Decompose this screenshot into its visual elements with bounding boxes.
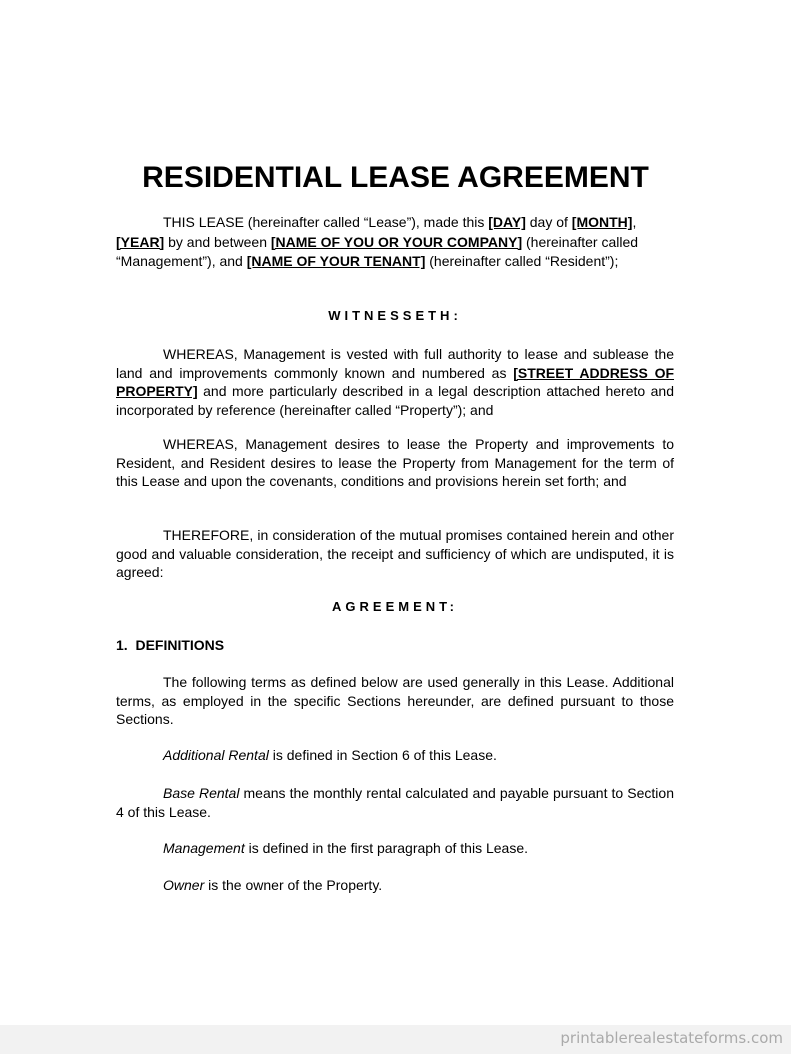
text: (hereinafter called “Management”), and xyxy=(116,233,639,269)
text: , xyxy=(632,214,637,230)
text: WHEREAS, Management is vested with full authority to lease and sublease the land and improvements commonly known and numbered as xyxy=(116,346,674,381)
document-title: RESIDENTIAL LEASE AGREEMENT xyxy=(142,161,649,194)
whereas-paragraph-1 xyxy=(116,345,674,419)
term: Management xyxy=(163,840,245,856)
definition-owner xyxy=(116,876,674,895)
therefore-paragraph: THEREFORE, in consideration of the mutual promises contained herein and other good and valuable consideration, the receipt and sufficiency of which are undisputed, it is agreed: xyxy=(116,527,674,580)
text: is the owner of the Property. xyxy=(204,877,383,893)
footer-bar xyxy=(0,1025,791,1054)
text: is defined in the first paragraph of this Lease. xyxy=(244,840,528,856)
term: Owner xyxy=(163,877,205,893)
definition-base-rental xyxy=(116,784,674,821)
company-field: [NAME OF YOU OR YOUR COMPANY] xyxy=(270,233,523,250)
text: is defined in Section 6 of this Lease. xyxy=(268,747,497,763)
text: by and between xyxy=(164,233,271,250)
witnesseth-heading: WITNESSETH: xyxy=(328,308,462,323)
section-heading-definitions: 1. DEFINITIONS xyxy=(116,637,225,653)
whereas-paragraph-2: WHEREAS, Management desires to lease the Property and improvements to Resident, and Resident desires to lease the Property from Management for the term of this Lease and upon the covenants, conditions and provisions herein set forth; and xyxy=(116,436,674,489)
definitions-intro: The following terms as defined below are used generally in this Lease. Additional terms, as employed in the specific Sections hereunder, are defined pursuant to those Sections. xyxy=(116,674,674,727)
term: Additional Rental xyxy=(163,747,269,763)
definition-management xyxy=(116,839,674,858)
term: Base Rental xyxy=(163,785,240,801)
text: THIS LEASE (hereinafter called “Lease”), made this xyxy=(163,214,489,230)
agreement-heading: AGREEMENT: xyxy=(332,599,458,614)
definition-additional-rental xyxy=(116,746,674,765)
text: and more particularly described in a legal description attached hereto and incorporated by reference (hereinafter called “Property”); and xyxy=(116,383,674,418)
month-field: [MONTH] xyxy=(571,214,633,230)
footer-site-link[interactable]: printablerealestateforms.com xyxy=(560,1029,783,1047)
address-field: [STREET ADDRESS OF PROPERTY] xyxy=(116,364,675,399)
text: day of xyxy=(525,214,572,230)
text: means the monthly rental calculated and payable pursuant to Section 4 of this Lease. xyxy=(116,785,674,820)
opening-paragraph xyxy=(116,213,674,272)
tenant-field: [NAME OF YOUR TENANT] xyxy=(246,253,426,269)
text: (hereinafter called “Resident”); xyxy=(425,253,619,269)
year-field: [YEAR] xyxy=(116,233,165,250)
day-field: [DAY] xyxy=(488,214,526,230)
